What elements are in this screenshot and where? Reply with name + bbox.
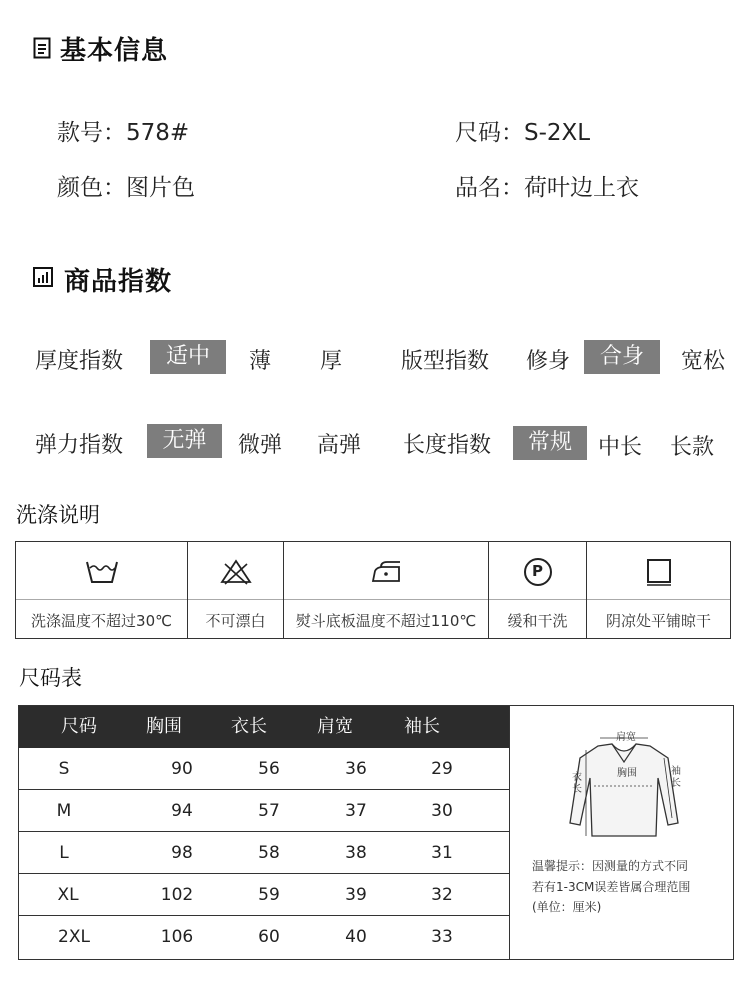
size-chart-body <box>19 748 509 959</box>
iron-icon <box>369 559 403 585</box>
header-size: 尺码 <box>61 716 97 737</box>
table-divider <box>509 706 510 959</box>
wash-cell-iron <box>284 542 489 638</box>
thickness-option-medium: 适中 <box>150 340 226 374</box>
cell-shoulder: 39 <box>345 885 367 905</box>
dry-flat-square-icon <box>644 557 674 587</box>
size-chart-header <box>19 706 509 748</box>
product-name: 品名：荷叶边上衣 <box>455 175 639 201</box>
cell-size: 2XL <box>58 927 90 947</box>
size-note-line-2: 若有1-3CM误差皆属合理范围 <box>532 880 691 894</box>
cell-length: 56 <box>258 759 280 779</box>
cell-sleeve: 30 <box>431 801 453 821</box>
size-chart-title: 尺码表 <box>19 666 82 690</box>
diagram-label-length: 衣长 <box>572 772 582 795</box>
table-row <box>19 748 509 790</box>
size-range: 尺码：S-2XL <box>455 120 591 146</box>
header-sleeve: 袖长 <box>404 716 440 737</box>
header-length: 衣长 <box>231 716 267 737</box>
table-row <box>19 874 509 916</box>
elasticity-option-slight: 微弹 <box>238 433 283 458</box>
washing-title: 洗涤说明 <box>16 503 100 527</box>
cell-chest: 102 <box>160 885 194 905</box>
document-icon <box>33 37 51 59</box>
dry-clean-text: 缓和干洗 <box>507 612 568 630</box>
bar-chart-icon <box>33 267 53 287</box>
wash-cell-dry-flat <box>587 542 730 638</box>
wash-temperature-text: 洗涤温度不超过30℃ <box>31 612 172 630</box>
thickness-option-thin: 薄 <box>249 349 272 374</box>
cell-length: 58 <box>258 843 280 863</box>
fit-option-slim: 修身 <box>526 349 571 374</box>
cell-size: L <box>59 843 69 863</box>
cell-size: XL <box>57 885 79 905</box>
size-note-line-1: 温馨提示：因测量的方式不同 <box>532 859 689 873</box>
product-index-title: 商品指数 <box>64 267 173 297</box>
basic-info-title: 基本信息 <box>60 36 169 66</box>
table-row <box>19 790 509 832</box>
table-row <box>19 832 509 874</box>
iron-text: 熨斗底板温度不超过110℃ <box>295 612 477 630</box>
cell-chest: 90 <box>171 759 193 779</box>
cell-size: S <box>58 759 70 779</box>
dry-clean-symbol: P <box>532 562 543 580</box>
cell-length: 59 <box>258 885 280 905</box>
cell-sleeve: 29 <box>431 759 453 779</box>
wash-tub-icon <box>85 559 119 585</box>
wash-cell-temperature <box>16 542 188 638</box>
length-option-midi: 中长 <box>598 435 643 460</box>
washing-table <box>15 541 731 639</box>
cell-length: 60 <box>258 927 280 947</box>
cell-size: M <box>56 801 72 821</box>
length-option-long: 长款 <box>670 435 715 460</box>
table-row <box>19 916 509 958</box>
cell-sleeve: 32 <box>431 885 453 905</box>
header-shoulder: 肩宽 <box>317 716 353 737</box>
basic-info-section <box>0 0 750 210</box>
wash-cell-no-bleach <box>188 542 284 638</box>
fit-label: 版型指数 <box>401 349 490 374</box>
cell-length: 57 <box>258 801 280 821</box>
no-bleach-text: 不可漂白 <box>205 612 266 630</box>
length-option-regular: 常规 <box>513 426 587 460</box>
cell-sleeve: 33 <box>431 927 453 947</box>
cell-shoulder: 36 <box>345 759 367 779</box>
cell-chest: 98 <box>171 843 193 863</box>
fit-option-regular: 合身 <box>584 340 660 374</box>
cell-shoulder: 38 <box>345 843 367 863</box>
cell-chest: 106 <box>160 927 194 947</box>
diagram-label-sleeve: 袖长 <box>671 766 681 789</box>
elasticity-option-none: 无弹 <box>147 424 222 458</box>
dry-flat-text: 阴凉处平铺晾干 <box>605 612 711 630</box>
fit-option-loose: 宽松 <box>681 349 726 374</box>
diagram-label-chest: 胸围 <box>617 768 637 779</box>
style-number: 款号：578# <box>57 120 190 146</box>
cell-shoulder: 40 <box>345 927 367 947</box>
cell-sleeve: 31 <box>431 843 453 863</box>
wash-cell-dry-clean <box>489 542 587 638</box>
thickness-option-thick: 厚 <box>320 349 343 374</box>
no-bleach-icon <box>219 558 253 586</box>
size-note-line-3: (单位：厘米) <box>532 900 602 914</box>
diagram-label-shoulder: 肩宽 <box>616 732 636 743</box>
cell-chest: 94 <box>171 801 193 821</box>
header-chest: 胸围 <box>146 716 182 737</box>
elasticity-label: 弹力指数 <box>35 433 124 458</box>
thickness-label: 厚度指数 <box>35 349 124 374</box>
elasticity-option-high: 高弹 <box>317 433 362 458</box>
color-info: 颜色：图片色 <box>57 175 195 201</box>
length-label: 长度指数 <box>403 433 492 458</box>
cell-shoulder: 37 <box>345 801 367 821</box>
